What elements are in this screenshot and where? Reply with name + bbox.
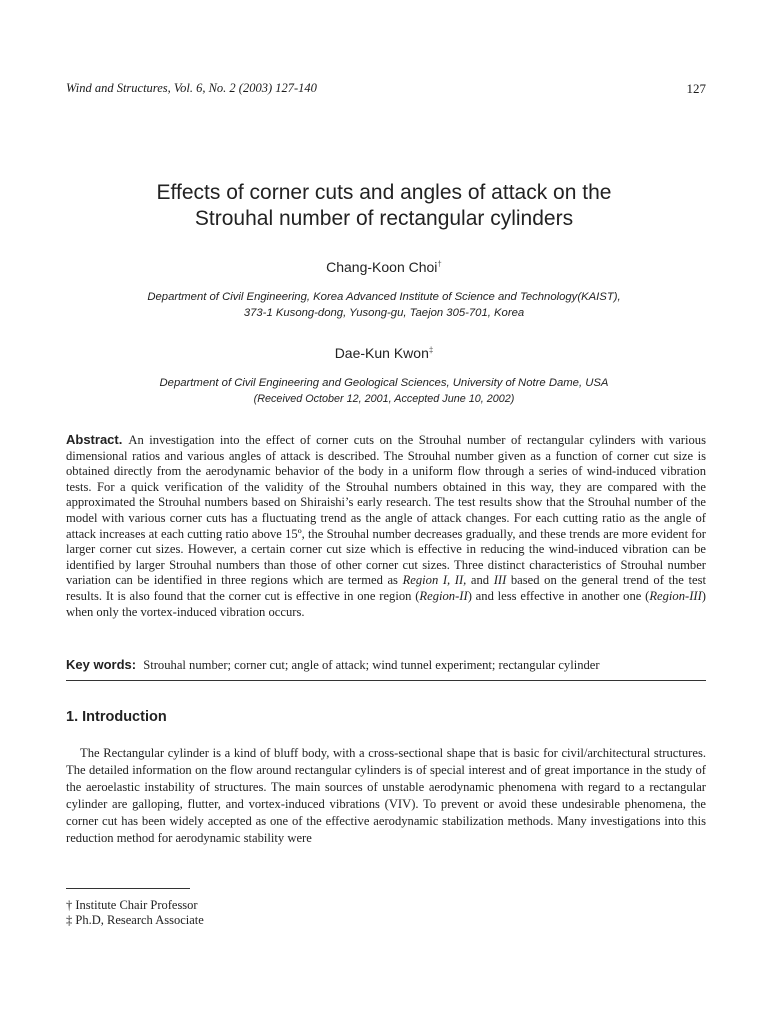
abstract-text-3: ) and less effective in another one ( [467,588,650,603]
title-line-1: Effects of corner cuts and angles of attack on the [156,181,612,204]
author-1-name: Chang-Koon Choi [326,259,438,275]
section-heading: 1. Introduction [66,709,167,725]
abstract-label: Abstract. [66,432,123,447]
affiliation-1-line-2: 373-1 Kusong-dong, Yusong-gu, Taejon 305-701, Korea [243,306,525,319]
footnote-1: † Institute Chair Professor [66,898,198,912]
title-line-2: Strouhal number of rectangular cylinders [194,207,574,230]
author-1 [60,259,708,275]
abstract-text-1: An investigation into the effect of corner cuts on the Strouhal number of rectangular cylinders with various dimensional ratios and various angles of attack is described. The Strouhal number given as a function of corner cut size is obtained directly from the aerodynamic behavior of the body in a uniform flow through a series of wind-induced vibration tests. For a quick verification of the validity of the Strouhal numbers obtained in this way, they are compared with the approximated the Strouhal numbers based on Shiraishi’s early research. The test results show that the Strouhal number of the model with various corner cuts has a fluctuating trend as the angle of attack changes. For each cutting ratio as the angle of attack increases at each cutting ratio above 15º, the Strouhal number decreases gradually, and these trends are more evident for larger corner cut sizes. However, a certain corner cut size which is effective in reducing the wind-induced vibration can be identified by larger Strouhal numbers than those of other corner cut sizes. Three distinct characteristics of Strouhal number variation can be identified in three regions which are termed as [66,433,706,588]
footnote-divider [66,888,190,889]
author-2-affiliation [60,376,708,407]
running-head: Wind and Structures, Vol. 6, No. 2 (2003) 127-140 [66,81,317,95]
paper-title [60,180,708,232]
keywords-text: Strouhal number; corner cut; angle of attack; wind tunnel experiment; rectangular cylinder [143,658,600,672]
affiliation-2-line-1: Department of Civil Engineering and Geological Sciences, University of Notre Dame, USA [159,377,609,389]
region-iii-term: III [493,573,507,588]
author-2 [60,345,708,361]
abstract [66,432,706,620]
author-2-name: Dae-Kun Kwon [334,345,429,361]
abstract-text-2: based on the general trend of the test results. It is also found that the corner cut is effective in one region ( [66,573,706,603]
author-2-mark: ‡ [428,345,434,355]
abstract-text-4: ) when only the vortex-induced vibration occurs. [66,588,706,619]
keywords-label: Key words: [66,657,137,672]
author-1-mark: † [437,259,442,269]
page-number: 127 [686,81,706,96]
affiliation-1-line-1: Department of Civil Engineering, Korea Advanced Institute of Science and Technology(KAIST), [147,291,621,303]
region-terms: Region I, II, [402,573,467,588]
and-word: and [470,573,490,588]
received-dates: (Received October 12, 2001, Accepted June 10, 2002) [253,392,515,405]
author-1-affiliation [60,290,708,321]
footnote-2: ‡ Ph.D, Research Associate [66,913,204,927]
region-ii-term: Region-II [419,588,468,603]
region-iii-paren-term: Region-III [649,588,702,603]
intro-paragraph: The Rectangular cylinder is a kind of bluff body, with a cross-sectional shape that is basic for civil/architectural structures. The detailed information on the flow around rectangular cylinders is of special interest and of great importance in the study of the aeroelastic instability of structures. The main sources of unstable aerodynamic phenomena with regard to a rectangular cylinder are galloping, flutter, and vortex-induced vibrations (VIV). To prevent or avoid these undesirable phenomena, the corner cut has been widely accepted as one of the effective aerodynamic stabilization methods. Many investigations into this reduction method for aerodynamic stability were [66,746,706,845]
keywords [66,657,706,673]
section-divider [66,680,706,681]
